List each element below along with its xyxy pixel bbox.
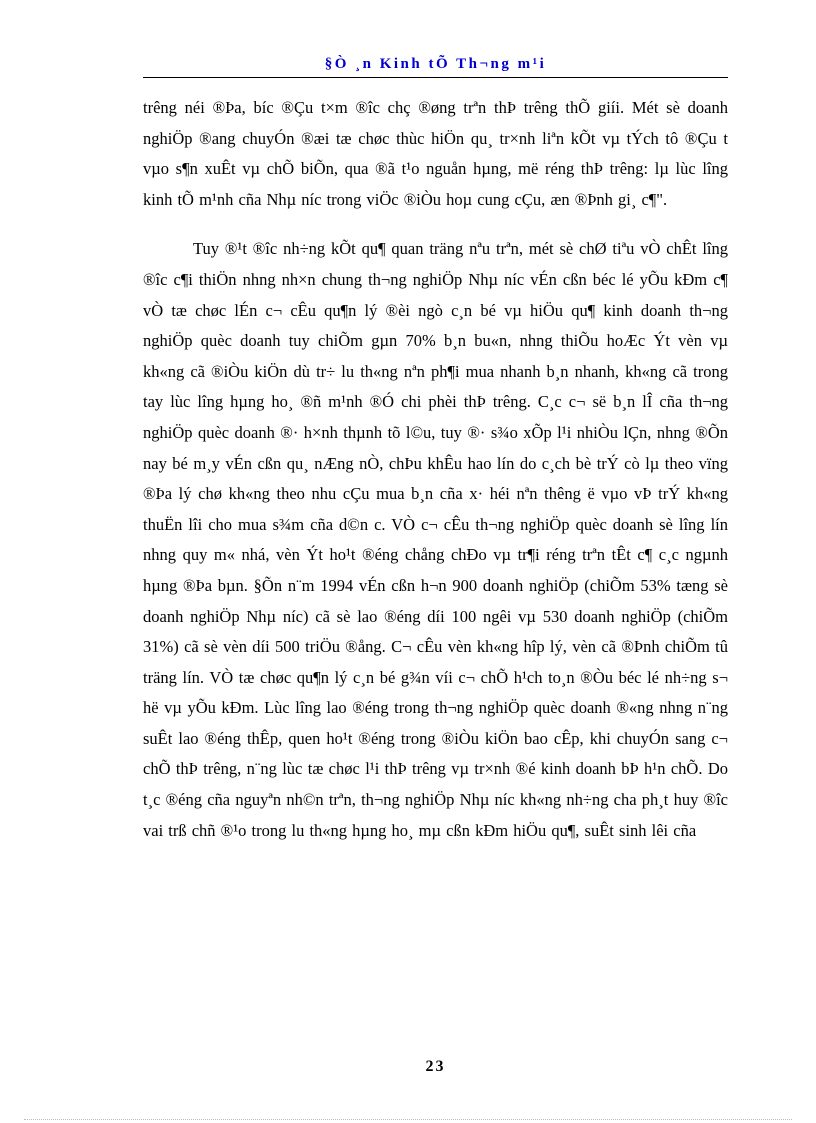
page-header-title: §Ò ¸n Kinh tÕ Th¬ng m¹i <box>324 56 547 72</box>
paragraph-1: trêng néi ®Þa, bíc ®Çu t×m ®îc chç ®øng trªn thÞ trêng thÕ giíi. Mét sè doanh nghiÖp ®ang chuyÓn ®æi tæ chøc thùc hiÖn qu¸ tr×nh liªn kÕt vµ tÝch tô ®Çu t vµo s¶n xuÊt vµ chÕ biÕn, qua ®ã t¹o nguån hµng, më réng thÞ trêng: lµ lùc lîng kinh tÕ m¹nh cña Nhµ níc trong viÖc ®iÒu hoµ cung cÇu, æn ®Þnh gi¸ c¶". <box>143 98 728 209</box>
header-rule <box>143 77 728 78</box>
page-bottom-border <box>24 1119 792 1120</box>
body-text <box>143 93 728 846</box>
paragraph-2: Tuy ®¹t ®îc nh÷ng kÕt qu¶ quan träng nªu trªn, mét sè chØ tiªu vÒ chÊt lîng ®îc c¶i thiÖn nhng nh×n chung th¬ng nghiÖp Nhµ níc vÉn cßn béc lé yÕu kÐm c¶ vÒ tæ chøc lÉn c¬ cÊu qu¶n lý ®èi ngò c¸n bé vµ hiÖu qu¶ kinh doanh th¬ng nghiÖp quèc doanh tuy chiÕm gµn 70% b¸n bu«n, nhng thiÕu hoÆc Ýt vèn vµ kh«ng cã ®iÒu kiÖn dù tr÷ lu th«ng nªn ph¶i mua nhanh b¸n nhanh, kh«ng cã trong tay lùc lîng hµng ho¸ ®ñ m¹nh ®Ó chi phèi thÞ trêng. C¸c c¬ së b¸n lÎ cña th¬ng nghiÖp quèc doanh ®· h×nh thµnh tõ l©u, tuy ®· s¾o xÕp l¹i nhiÒu lÇn, nhng ®Õn nay bé m¸y vÉn cßn qu¸ nÆng nÒ, chÞu khÊu hao lín do c¸ch bè trÝ cò lµ theo vïng ®Þa lý chø kh«ng theo nhu cÇu mua b¸n cña x· héi nªn thêng ë vµo vÞ trÝ kh«ng thuËn lîi cho mua s¾m cña d©n c. VÒ c¬ cÊu th¬ng nghiÖp quèc doanh sè lîng lín nhng quy m« nhá, vèn Ýt ho¹t ®éng chång chÐo vµ tr¶i réng trªn tÊt c¶ c¸c ngµnh hµng ®Þa bµn. §Õn n¨m 1994 vÉn cßn h¬n 900 doanh nghiÖp (chiÕm 53% tæng sè doanh nghiÖp Nhµ níc) cã sè lao ®éng díi 100 ngêi vµ 530 doanh nghiÖp (chiÕm 31%) cã sè vèn díi 500 triÖu ®ång. C¬ cÊu vèn kh«ng hîp lý, vèn cã ®Þnh chiÕm tû träng lín. VÒ tæ chøc qu¶n lý c¸n bé g¾n víi c¬ chÕ h¹ch to¸n ®Òu béc lé nh÷ng s¬ hë vµ yÕu kÐm. Lùc lîng lao ®éng trong th¬ng nghiÖp quèc doanh ®«ng nhng n¨ng suÊt lao ®éng thÊp, quen ho¹t ®éng trong ®iÒu kiÖn bao cÊp, khi chuyÓn sang c¬ chÕ thÞ trêng, n¨ng lùc tæ chøc l¹i thÞ trêng vµ tr×nh ®é kinh doanh bÞ h¹n chÕ. Do t¸c ®éng cña nguyªn nh©n trªn, th¬ng nghiÖp Nhµ níc kh«ng nh÷ng cha ph¸t huy ®îc vai trß chñ ®¹o trong lu th«ng hµng ho¸ mµ cßn kÐm hiÖu qu¶, suÊt sinh lêi cña <box>143 239 728 840</box>
page-number: 23 <box>425 1058 446 1075</box>
